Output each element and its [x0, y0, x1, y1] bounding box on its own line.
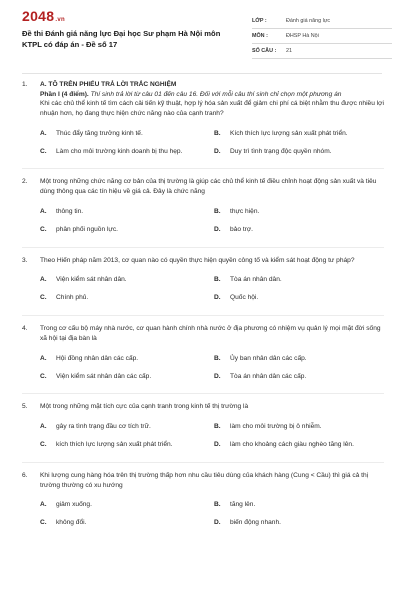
option-text: Viện kiểm sát nhân dân các cấp.: [56, 372, 152, 380]
question-number: 4.: [22, 325, 28, 333]
option-d[interactable]: [214, 367, 388, 385]
question-stem: Theo Hiến pháp năm 2013, cơ quan nào có quyền thực hiện quyền công tố và kiểm sát hoạt động tư pháp?: [40, 256, 355, 264]
option-text: giảm xuống.: [56, 501, 92, 509]
option-a[interactable]: [40, 418, 214, 436]
option-d[interactable]: [214, 514, 388, 532]
part-label: Phần I (4 điểm).: [40, 90, 89, 98]
option-a[interactable]: [40, 124, 214, 142]
option-text: Chính phủ.: [56, 294, 89, 302]
option-text: Ủy ban nhân dân các cấp.: [230, 354, 307, 362]
option-c[interactable]: [40, 436, 214, 454]
question-divider: [22, 247, 384, 248]
meta-label: SỐ CÂU :: [252, 48, 277, 54]
option-b[interactable]: [214, 124, 388, 142]
option-c[interactable]: [40, 142, 214, 160]
answer-options: [40, 418, 384, 454]
meta-label: LỚP :: [252, 18, 267, 24]
question-stem: Một trong những mặt tích cực của cạnh tranh trong kinh tế thị trường là: [40, 403, 249, 411]
option-a[interactable]: [40, 496, 214, 514]
option-letter: B.: [214, 207, 221, 215]
option-b[interactable]: [214, 349, 388, 367]
logo-text: 2048: [22, 8, 55, 24]
option-c[interactable]: [40, 289, 214, 307]
question-number: 3.: [22, 256, 28, 264]
option-b[interactable]: [214, 496, 388, 514]
option-letter: C.: [40, 519, 47, 527]
question-stem: Một trong những chức năng cơ bản của thị trường là giúp các chủ thể kinh tế điều chỉnh hoạt động sản xuất và tiêu dùng thông qua các tín hiệu về giá cả. Đây là chức năng: [40, 178, 377, 195]
option-letter: D.: [214, 519, 221, 527]
exam-title: Đề thi Đánh giá năng lực Đại học Sư phạm Hà Nội môn KTPL có đáp án - Đề số 17: [22, 29, 221, 49]
option-letter: B.: [214, 354, 221, 362]
option-d[interactable]: [214, 289, 388, 307]
option-text: làm cho khoảng cách giàu nghèo tăng lên.: [230, 441, 354, 449]
option-letter: B.: [214, 276, 221, 284]
question-list: [22, 80, 384, 532]
option-text: Quốc hội.: [230, 294, 259, 302]
site-logo[interactable]: [22, 8, 65, 24]
question-stem: Khi các chủ thể kinh tế tìm cách cải tiến kỹ thuật, hợp lý hóa sản xuất để giảm chi phí cá biệt nhằm thu được nhiều lợi nhuận hơn, họ đang thực hiện chức năng nào của cạnh tranh?: [40, 100, 384, 117]
option-letter: A.: [40, 354, 47, 362]
option-letter: C.: [40, 147, 47, 155]
option-letter: C.: [40, 372, 47, 380]
answer-options: [40, 203, 384, 239]
option-letter: C.: [40, 294, 47, 302]
answer-options: [40, 496, 384, 532]
question-1: [22, 80, 384, 160]
question-number: 5.: [22, 403, 28, 411]
option-d[interactable]: [214, 142, 388, 160]
part-instruction: [40, 90, 384, 100]
question-6: [22, 471, 384, 532]
option-letter: C.: [40, 225, 47, 233]
question-stem: Khi lượng cung hàng hóa trên thị trường thấp hơn nhu cầu tiêu dùng của khách hàng (Cung < Cầu) thì giá cả thị trường thường có xu hướng: [40, 471, 369, 489]
meta-row-count: [252, 44, 392, 59]
option-a[interactable]: [40, 349, 214, 367]
option-text: Kích thích lực lượng sản xuất phát triển.: [230, 129, 348, 137]
meta-value: 21: [286, 48, 292, 54]
option-text: tăng lên.: [230, 501, 256, 509]
option-a[interactable]: [40, 203, 214, 221]
option-c[interactable]: [40, 514, 214, 532]
option-letter: D.: [214, 147, 221, 155]
option-letter: C.: [40, 441, 47, 449]
part-instruction-text: Thí sinh trả lời từ câu 01 đến câu 16. Đối với mỗi câu thí sinh chỉ chọn một phương án: [88, 90, 342, 98]
option-text: kích thích lực lượng sản xuất phát triển.: [56, 441, 173, 449]
question-3: [22, 256, 384, 308]
meta-label: MÔN :: [252, 33, 268, 39]
option-b[interactable]: [214, 203, 388, 221]
question-5: [22, 402, 384, 454]
question-divider: [22, 315, 384, 316]
option-letter: A.: [40, 423, 47, 431]
question-4: [22, 324, 384, 385]
question-divider: [22, 168, 384, 169]
option-text: Làm cho môi trường kinh doanh bị thu hẹp.: [56, 147, 183, 155]
option-text: Viện kiểm sát nhân dân.: [56, 276, 127, 284]
question-divider: [22, 462, 384, 463]
option-d[interactable]: [214, 221, 388, 239]
option-text: phân phối nguồn lực.: [56, 225, 118, 233]
option-text: gây ra tình trạng đầu cơ tích trữ.: [56, 423, 151, 431]
question-number: 2.: [22, 178, 28, 186]
logo-suffix: .vn: [55, 17, 65, 23]
option-letter: B.: [214, 129, 221, 137]
option-text: Thúc đẩy tăng trưởng kinh tế.: [56, 129, 143, 137]
option-text: thông tin.: [56, 207, 84, 215]
question-2: [22, 177, 384, 238]
option-letter: A.: [40, 129, 47, 137]
option-c[interactable]: [40, 221, 214, 239]
option-text: bảo trợ.: [230, 225, 254, 233]
option-text: biến động nhanh.: [230, 519, 281, 527]
exam-meta: [252, 14, 392, 59]
option-b[interactable]: [214, 271, 388, 289]
option-a[interactable]: [40, 271, 214, 289]
option-text: không đổi.: [56, 519, 87, 527]
option-text: Tòa án nhân dân các cấp.: [230, 372, 307, 380]
option-letter: A.: [40, 276, 47, 284]
option-letter: B.: [214, 501, 221, 509]
option-letter: B.: [214, 423, 221, 431]
question-divider: [22, 393, 384, 394]
document-header: [0, 0, 400, 66]
option-c[interactable]: [40, 367, 214, 385]
option-text: thực hiện.: [230, 207, 260, 215]
meta-value: Đánh giá năng lực: [286, 18, 331, 24]
answer-options: [40, 271, 384, 307]
option-letter: D.: [214, 225, 221, 233]
option-letter: D.: [214, 372, 221, 380]
option-letter: A.: [40, 501, 47, 509]
answer-options: [40, 349, 384, 385]
option-b[interactable]: [214, 418, 388, 436]
meta-value: ĐHSP Hà Nội: [286, 33, 319, 39]
question-number: 1.: [22, 81, 28, 88]
option-text: làm cho môi trường bị ô nhiễm.: [230, 423, 322, 431]
option-text: Tòa án nhân dân.: [230, 276, 282, 284]
section-title: A. TÔ TRÊN PHIẾU TRẢ LỜI TRẮC NGHIỆM: [40, 81, 177, 88]
question-number: 6.: [22, 471, 28, 479]
option-letter: D.: [214, 441, 221, 449]
option-text: Duy trì tình trạng độc quyền nhóm.: [230, 147, 332, 155]
meta-row-class: [252, 14, 392, 29]
option-letter: A.: [40, 207, 47, 215]
option-d[interactable]: [214, 436, 388, 454]
question-stem: Trong cơ cấu bộ máy nhà nước, cơ quan hành chính nhà nước ở địa phương có nhiệm vụ quản lý mọi mặt đời sống xã hội tại địa bàn là: [40, 325, 381, 342]
option-letter: D.: [214, 294, 221, 302]
header-divider: [22, 73, 382, 74]
option-text: Hội đồng nhân dân các cấp.: [56, 354, 139, 362]
answer-options: [40, 124, 384, 160]
meta-row-subject: [252, 29, 392, 44]
